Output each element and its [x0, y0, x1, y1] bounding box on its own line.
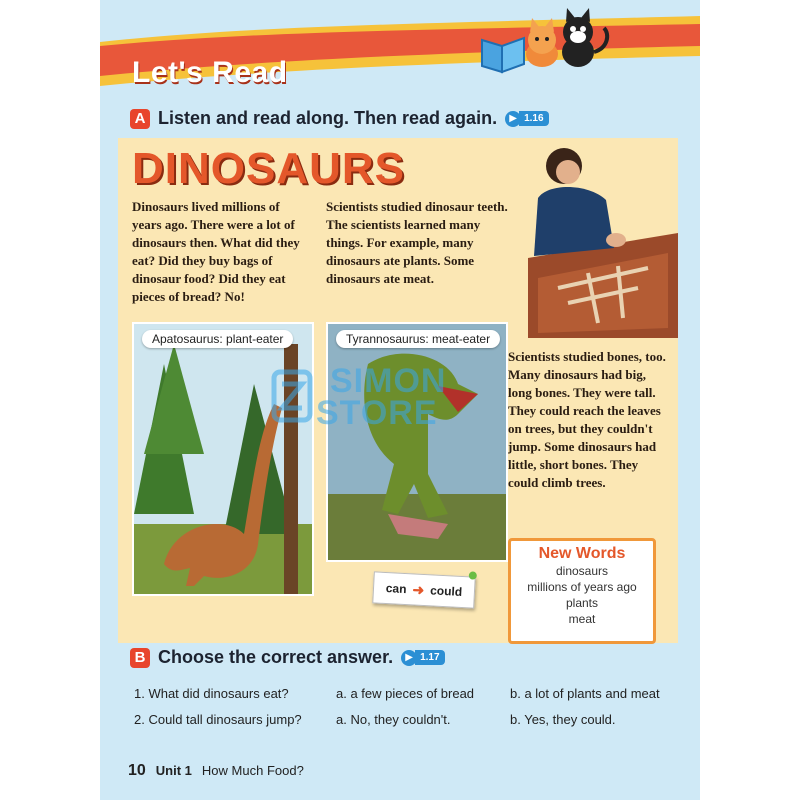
paragraph-3: Scientists studied bones, too. Many dinosaurs had big, long bones. They were tall. They could reach the leaves on trees, but they couldn't jump. Some dinosaurs had little, short bones. They could climb trees.: [508, 349, 666, 490]
apatosaurus-caption: Apatosaurus: plant-eater: [142, 330, 293, 348]
section-letter-badge: B: [130, 648, 150, 668]
grammar-note-card: [372, 571, 476, 608]
new-word-item: meat: [568, 612, 596, 626]
new-word-item: millions of years ago: [527, 580, 637, 594]
new-words-title: New Words: [538, 545, 626, 562]
section-letter-badge: A: [130, 109, 150, 129]
new-word-item: plants: [565, 596, 599, 610]
new-words-box: [508, 538, 656, 644]
answer-option[interactable]: a. a few pieces of bread: [336, 686, 475, 701]
page-number: 10: [128, 762, 146, 779]
section-b-heading: [130, 647, 445, 668]
answer-option[interactable]: b. a lot of plants and meat: [510, 686, 660, 701]
question-2: 2. Could tall dinosaurs jump?: [134, 712, 302, 727]
tyrannosaurus-caption: Tyrannosaurus: meat-eater: [336, 330, 500, 348]
paragraph-1: Dinosaurs lived millions of years ago. There were a lot of dinosaurs then. What did they eat? Did they buy bags of dinosaur food? Did they eat pieces of bread? No!: [132, 199, 300, 304]
cats-mascot-icon: [512, 4, 632, 74]
scientist-fossil-photo: [528, 138, 678, 338]
watermark-line-1: SIMON: [330, 362, 447, 400]
question-1: 1. What did dinosaurs eat?: [134, 686, 289, 701]
answer-option[interactable]: a. No, they couldn't.: [336, 712, 451, 727]
lets-read-banner: [100, 16, 700, 89]
answer-option[interactable]: b. Yes, they could.: [510, 712, 616, 727]
page-footer: [128, 762, 304, 780]
watermark-logo-icon: [270, 368, 314, 424]
store-watermark: [270, 362, 520, 432]
unit-title: How Much Food?: [201, 763, 304, 778]
pushpin-icon: [469, 571, 477, 579]
audio-track-button[interactable]: [505, 111, 548, 127]
tyrannosaurus-image: [328, 324, 506, 560]
grammar-from: can: [385, 581, 407, 597]
audio-track-label: 1.16: [519, 111, 548, 126]
arrow-right-icon: ➜: [412, 580, 425, 598]
grammar-to: could: [429, 583, 463, 599]
section-instruction: Listen and read along. Then read again.: [158, 108, 498, 128]
audio-track-button[interactable]: [401, 650, 444, 666]
speaker-icon: ▶: [505, 111, 521, 127]
paragraph-2: Scientists studied dinosaur teeth. The scientists learned many things. For example, many dinosaurs ate plants. Some dinosaurs ate meat.: [326, 199, 508, 286]
section-a-heading: [130, 108, 549, 129]
new-word-item: dinosaurs: [555, 564, 609, 578]
tyrannosaurus-illustration: [326, 322, 508, 562]
watermark-line-2: STORE: [316, 394, 438, 432]
page-heading: Let's Read: [132, 56, 288, 89]
speaker-icon: ▶: [401, 650, 417, 666]
textbook-page: [100, 0, 700, 800]
unit-label: Unit 1: [155, 763, 192, 778]
audio-track-label: 1.17: [415, 650, 444, 665]
section-instruction: Choose the correct answer.: [158, 647, 394, 667]
reading-title: DINOSAURS: [132, 144, 406, 193]
